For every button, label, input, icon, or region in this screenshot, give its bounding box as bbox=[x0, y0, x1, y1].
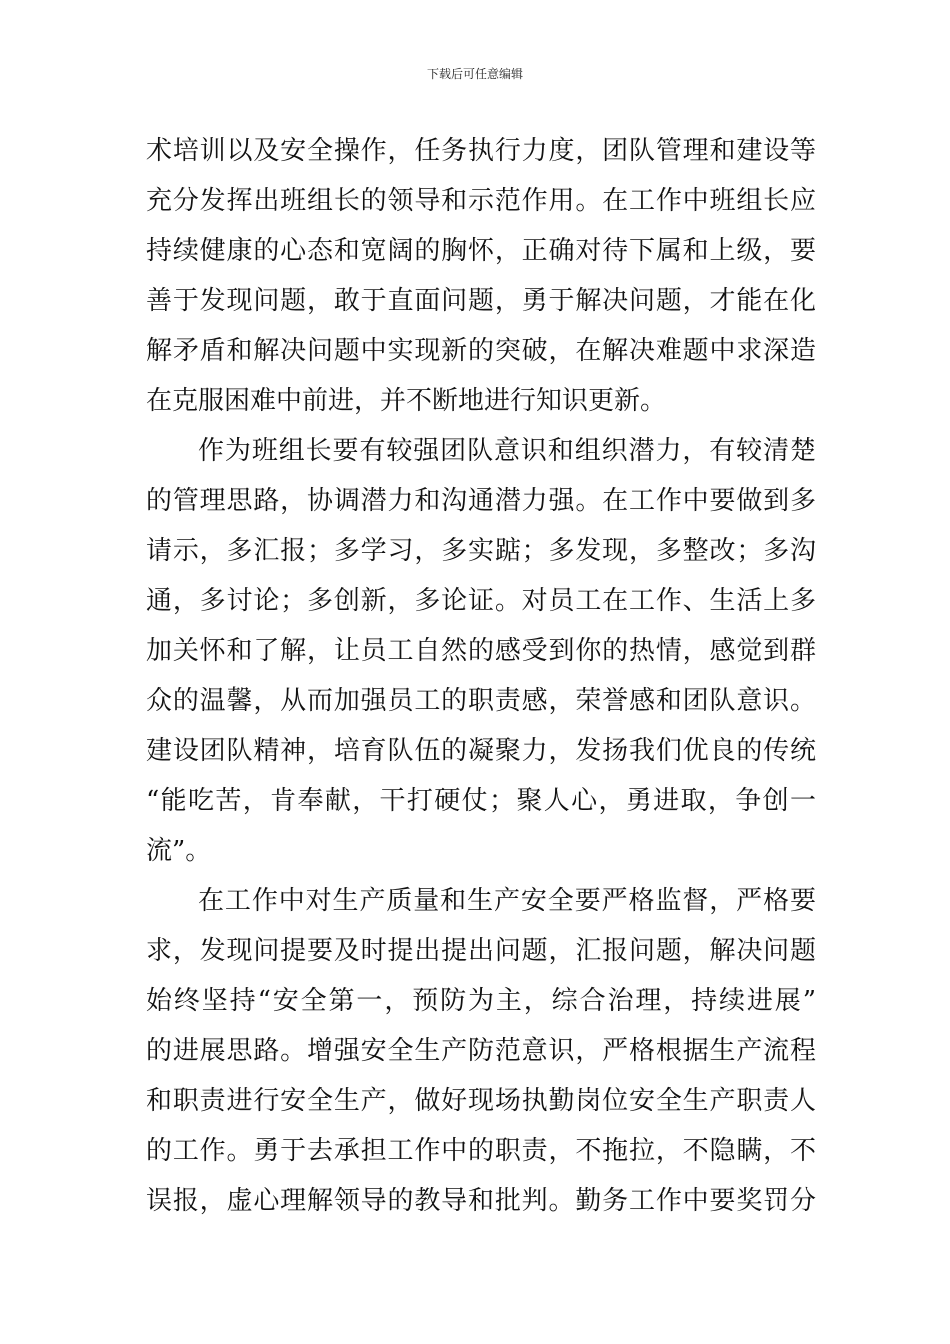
paragraph-2 bbox=[146, 426, 816, 876]
text-line: 求，发现问提要及时提出提出问题，汇报问题，解决问题 bbox=[146, 936, 816, 966]
text-line: 的进展思路。增强安全生产防范意识，严格根据生产流程 bbox=[146, 1036, 816, 1066]
text-line: 始终坚持“安全第一，预防为主，综合治理，持续进展” bbox=[146, 986, 816, 1016]
text-line: 解矛盾和解决问题中实现新的突破，在解决难题中求深造 bbox=[146, 336, 816, 366]
text-line: 的工作。勇于去承担工作中的职责，不拖拉，不隐瞒，不 bbox=[146, 1136, 816, 1166]
text-line: 建设团队精神，培育队伍的凝聚力，发扬我们优良的传统 bbox=[146, 736, 816, 766]
text-line: 请示，多汇报；多学习，多实踮；多发现，多整改；多沟 bbox=[146, 536, 816, 566]
text-line: 在克服困难中前进，并不断地进行知识更新。 bbox=[146, 386, 667, 416]
text-line: 众的温馨，从而加强员工的职责感，荣誉感和团队意识。 bbox=[146, 686, 816, 716]
page-header: 下载后可任意编辑 bbox=[426, 67, 523, 81]
text-line: 的管理思路，协调潜力和沟通潜力强。在工作中要做到多 bbox=[146, 486, 816, 516]
text-line: 在工作中对生产质量和生产安全要严格监督，严格要 bbox=[198, 886, 816, 916]
paragraph-1 bbox=[146, 126, 816, 426]
text-line: 善于发现问题，敢于直面问题，勇于解决问题，才能在化 bbox=[146, 286, 816, 316]
document-body bbox=[146, 126, 816, 1226]
text-line: “能吃苦，肯奉献，干打硬仗；聚人心，勇进取，争创一 bbox=[146, 786, 816, 816]
text-line: 加关怀和了解，让员工自然的感受到你的热情，感觉到群 bbox=[146, 636, 816, 666]
text-line: 和职责进行安全生产，做好现场执勤岗位安全生产职责人 bbox=[146, 1086, 816, 1116]
paragraph-3 bbox=[146, 876, 816, 1226]
text-line: 充分发挥出班组长的领导和示范作用。在工作中班组长应 bbox=[146, 186, 816, 216]
text-line: 作为班组长要有较强团队意识和组织潜力，有较清楚 bbox=[198, 436, 816, 466]
text-line: 误报，虚心理解领导的教导和批判。勤务工作中要奖罚分 bbox=[146, 1186, 816, 1216]
text-line: 术培训以及安全操作，任务执行力度，团队管理和建设等 bbox=[146, 136, 816, 166]
text-line: 流”。 bbox=[146, 836, 212, 866]
text-line: 持续健康的心态和宽阔的胸怀，正确对待下属和上级，要 bbox=[146, 236, 816, 266]
text-line: 通，多讨论；多创新，多论证。对员工在工作、生活上多 bbox=[146, 586, 816, 616]
